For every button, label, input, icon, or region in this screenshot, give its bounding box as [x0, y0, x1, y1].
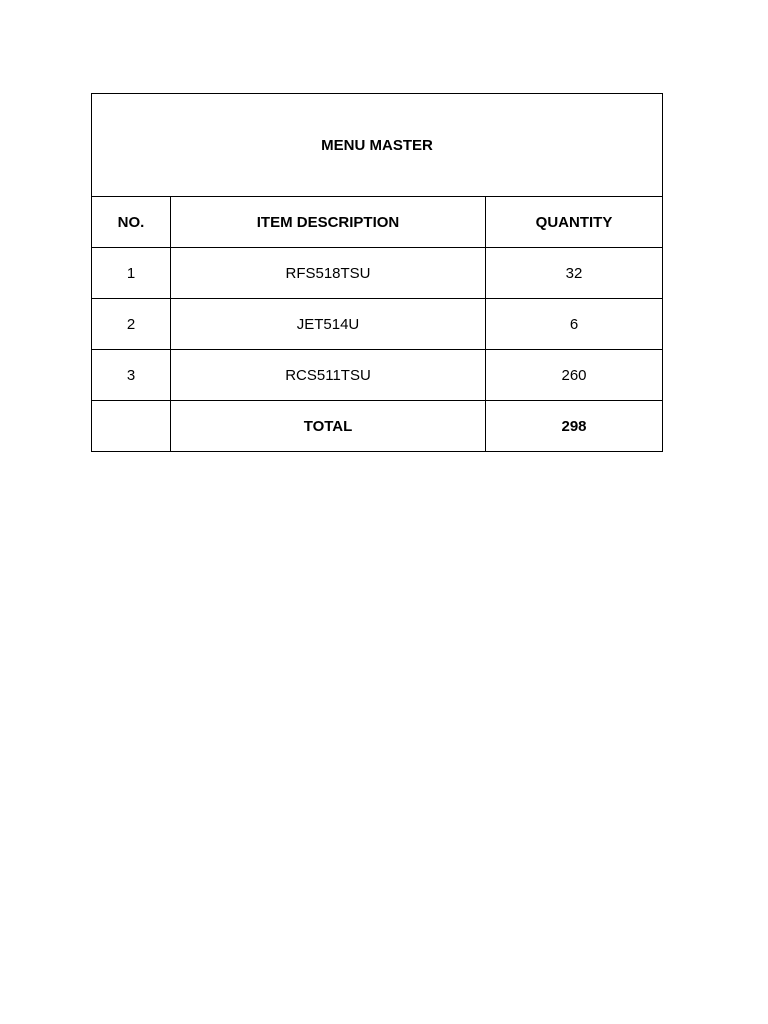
header-quantity: QUANTITY: [486, 197, 663, 248]
row-description: RFS518TSU: [171, 248, 486, 299]
menu-master-table: [91, 93, 663, 452]
title-row: [92, 94, 663, 197]
header-item-description: ITEM DESCRIPTION: [171, 197, 486, 248]
total-no: [92, 401, 171, 452]
table-title: MENU MASTER: [92, 94, 663, 197]
row-no: 2: [92, 299, 171, 350]
total-quantity: 298: [486, 401, 663, 452]
row-quantity: 260: [486, 350, 663, 401]
header-no: NO.: [92, 197, 171, 248]
total-row: [92, 401, 663, 452]
row-description: JET514U: [171, 299, 486, 350]
table-row: [92, 299, 663, 350]
table-row: [92, 248, 663, 299]
row-description: RCS511TSU: [171, 350, 486, 401]
header-row: [92, 197, 663, 248]
row-no: 3: [92, 350, 171, 401]
row-quantity: 6: [486, 299, 663, 350]
row-no: 1: [92, 248, 171, 299]
row-quantity: 32: [486, 248, 663, 299]
total-label: TOTAL: [171, 401, 486, 452]
table-row: [92, 350, 663, 401]
